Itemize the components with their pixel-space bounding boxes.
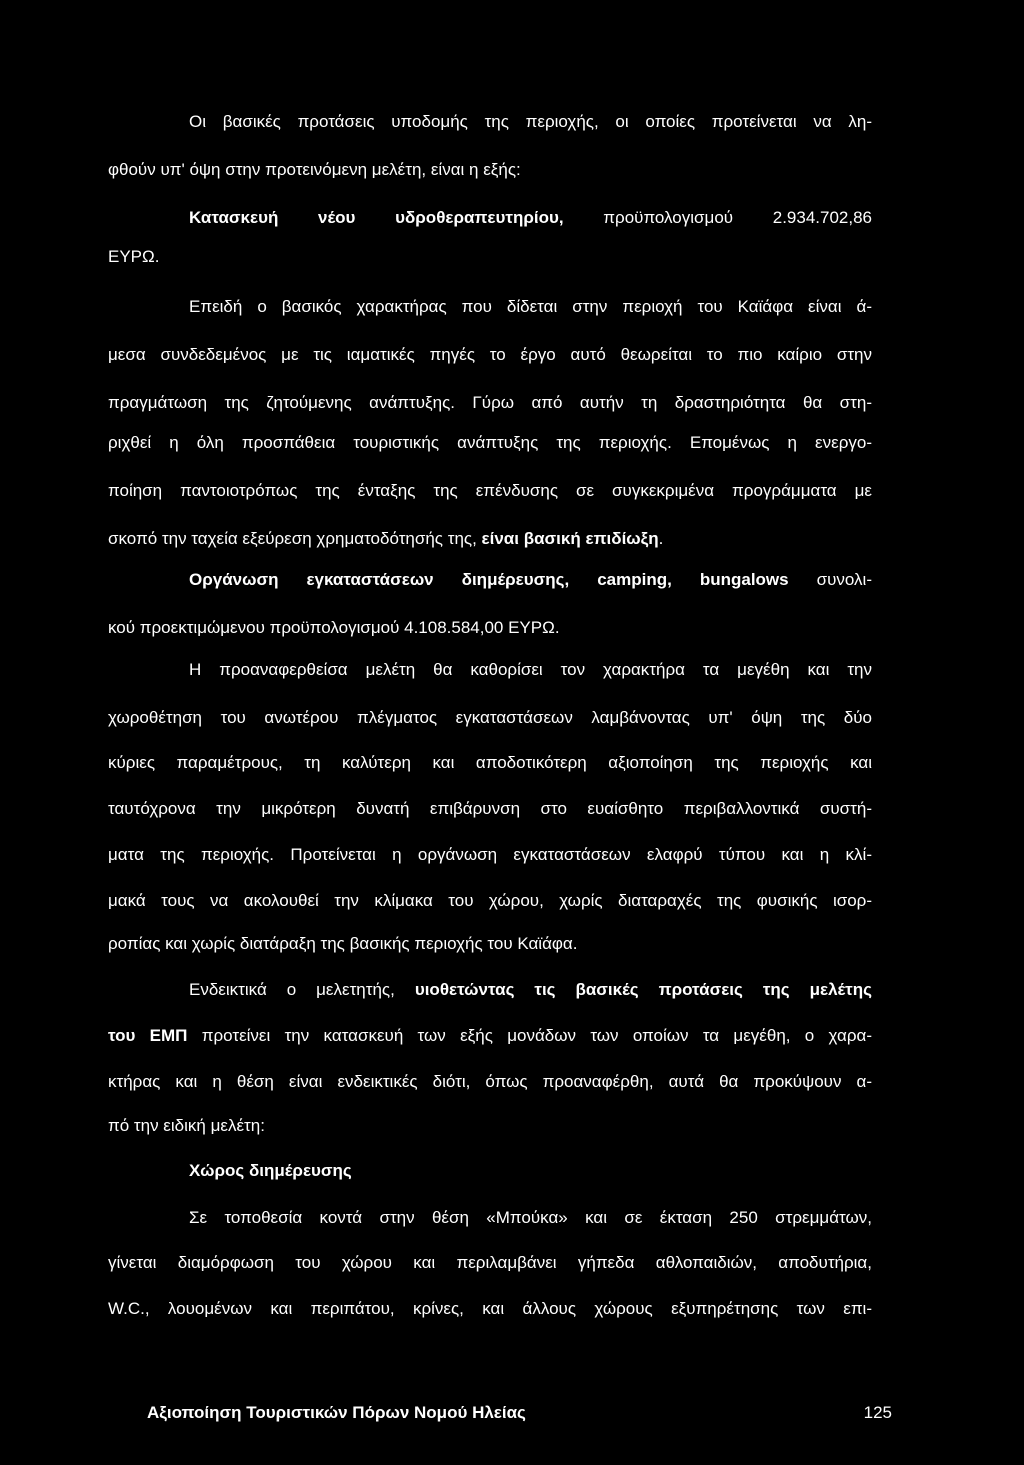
text-line: κού προεκτιμώμενου προϋπολογισμού 4.108.584,00 ΕΥΡΩ. — [108, 618, 560, 637]
bold-phrase: είναι βασική επιδίωξη — [481, 529, 659, 548]
text-line: πραγμάτωση της ζητούμενης ανάπτυξης. Γύρω από αυτήν τη δραστηριότητα θα στη- — [108, 393, 872, 412]
section-heading: Χώρος διημέρευσης — [189, 1161, 352, 1180]
text-line: του ΕΜΠ προτείνει την κατασκευή των εξής μονάδων των οποίων τα μεγέθη, ο χαρα- — [108, 1026, 872, 1045]
bold-phrase: Κατασκευή νέου υδροθεραπευτηρίου, — [189, 208, 564, 227]
text-line: Οι βασικές προτάσεις υποδομής της περιοχής, οι οποίες προτείνεται να λη- — [189, 112, 872, 131]
bold-phrase: Οργάνωση εγκαταστάσεων διημέρευσης, camping, bungalows — [189, 570, 789, 589]
text-line: ροπίας και χωρίς διατάραξη της βασικής περιοχής του Καϊάφα. — [108, 934, 578, 953]
text-line: ΕΥΡΩ. — [108, 247, 160, 266]
text-line: Ενδεικτικά ο μελετητής, υιοθετώντας τις βασικές προτάσεις της μελέτης — [189, 980, 872, 999]
text-line: Η προαναφερθείσα μελέτη θα καθορίσει τον χαρακτήρα τα μεγέθη και την — [189, 660, 872, 679]
bold-phrase: υιοθετώντας τις βασικές προτάσεις της μελέτης — [414, 980, 872, 999]
text-line: γίνεται διαμόρφωση του χώρου και περιλαμβάνει γήπεδα αθλοπαιδιών, αποδυτήρια, — [108, 1253, 872, 1272]
text-line: κύριες παραμέτρους, τη καλύτερη και αποδοτικότερη αξιοποίηση της περιοχής και — [108, 753, 872, 772]
text-line: μεσα συνδεδεμένος με τις ιαματικές πηγές το έργο αυτό θεωρείται το πιο καίριο στην — [108, 345, 872, 364]
text-line: ταυτόχρονα την μικρότερη δυνατή επιβάρυνση στο ευαίσθητο περιβαλλοντικά συστή- — [108, 799, 872, 818]
text-line: W.C., λουομένων και περιπάτου, κρίνες, και άλλους χώρους εξυπηρέτησης των επι- — [108, 1299, 872, 1318]
text-line: Οργάνωση εγκαταστάσεων διημέρευσης, camping, bungalows συνολι- — [189, 570, 872, 589]
text-line: Επειδή ο βασικός χαρακτήρας που δίδεται στην περιοχή του Καϊάφα είναι ά- — [189, 297, 872, 316]
text-line: κτήρας και η θέση είναι ενδεικτικές διότι, όπως προαναφέρθη, αυτά θα προκύψουν α- — [108, 1072, 872, 1091]
text-line: Κατασκευή νέου υδροθεραπευτηρίου, προϋπολογισμού 2.934.702,86 — [189, 208, 872, 227]
text-line: πό την ειδική μελέτη: — [108, 1116, 265, 1135]
text-line: ματα της περιοχής. Προτείνεται η οργάνωση εγκαταστάσεων ελαφρύ τύπου και η κλί- — [108, 845, 872, 864]
text-line: χωροθέτηση του ανωτέρου πλέγματος εγκαταστάσεων λαμβάνοντας υπ' όψη της δύο — [108, 708, 872, 727]
text-line: μακά τους να ακολουθεί την κλίμακα του χώρου, χωρίς διαταραχές της φυσικής ισορ- — [108, 891, 872, 910]
text-line: φθούν υπ' όψη στην προτεινόμενη μελέτη, είναι η εξής: — [108, 160, 521, 179]
footer-title: Αξιοποίηση Τουριστικών Πόρων Νομού Ηλείας — [147, 1403, 526, 1422]
text-line: ποίηση παντοιοτρόπως της ένταξης της επένδυσης σε συγκεκριμένα προγράμματα με — [108, 481, 872, 500]
text-line: ριχθεί η όλη προσπάθεια τουριστικής ανάπτυξης της περιοχής. Επομένως η ενεργο- — [108, 433, 872, 452]
page-number: 125 — [863, 1403, 892, 1422]
text-line: Σε τοποθεσία κοντά στην θέση «Μπούκα» και σε έκταση 250 στρεμμάτων, — [189, 1208, 872, 1227]
bold-phrase: του ΕΜΠ — [108, 1026, 188, 1045]
text-line: σκοπό την ταχεία εξεύρεση χρηματοδότησής της, είναι βασική επιδίωξη. — [108, 529, 664, 548]
